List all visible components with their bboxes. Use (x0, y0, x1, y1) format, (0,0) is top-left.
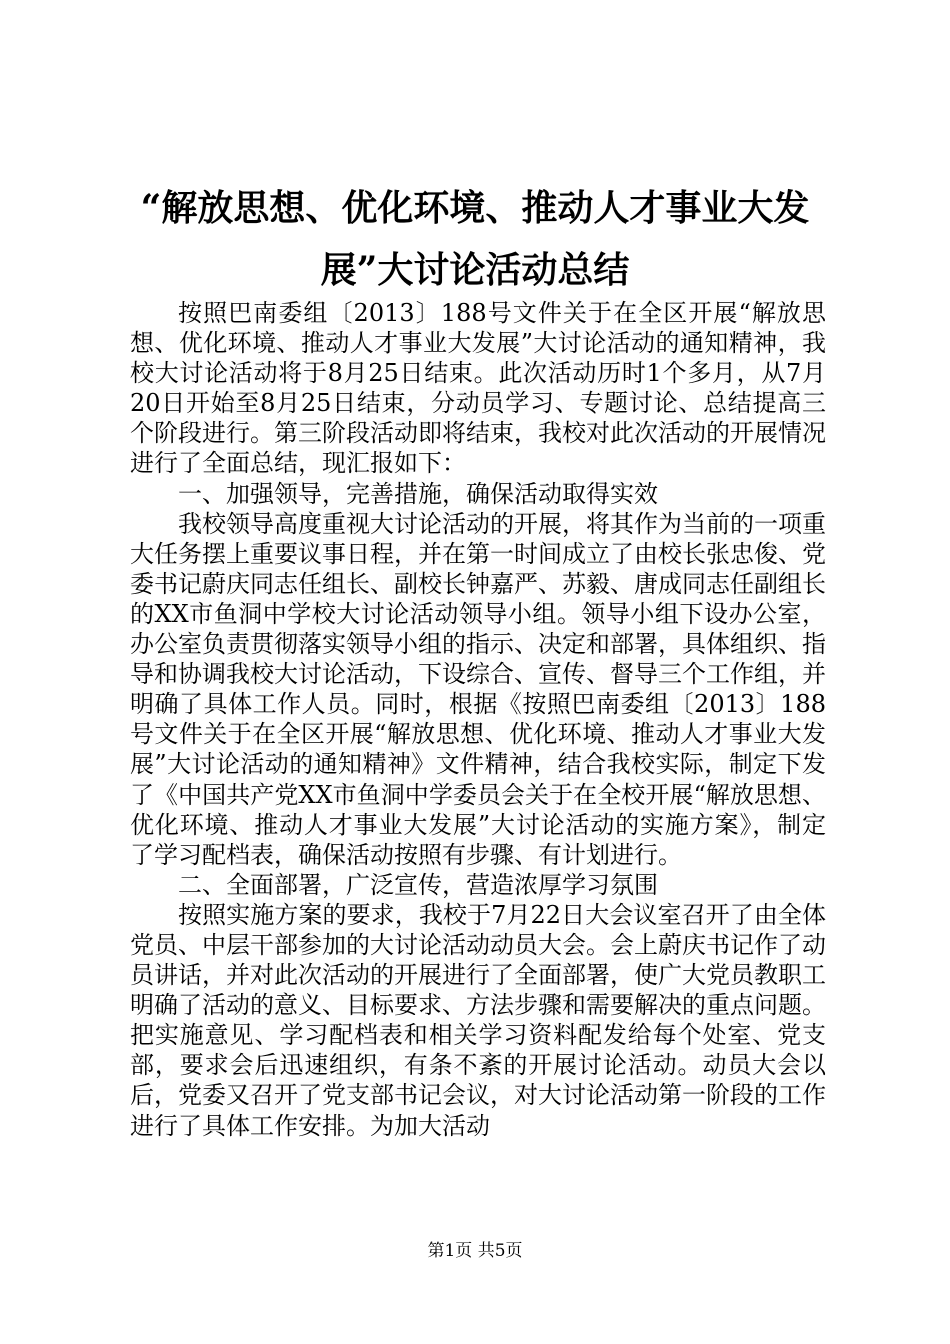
section-heading-1: 一、加强领导，完善措施，确保活动取得实效 (178, 479, 658, 508)
section-2-paragraph: 按照实施方案的要求，我校于7月22日大会议室召开了由全体党员、中层干部参加的大讨论活动动员大会。会上蔚庆书记作了动员讲话，并对此次活动的开展进行了全面部署，使广大党员教职工明确了活动的意义、目标要求、方法步骤和需要解决的重点问题。把实施意见、学习配档表和相关学习资料配发给每个处室、党支部，要求会后迅速组织，有条不紊的开展讨论活动。动员大会以后，党委又召开了党支部书记会议，对大讨论活动第一阶段的工作进行了具体工作安排。为加大活动 (130, 900, 826, 1140)
document-title-line-1: “解放思想、优化环境、推动人才事业大发 (140, 187, 810, 229)
section-heading-2: 二、全面部署，广泛宣传，营造浓厚学习氛围 (178, 870, 658, 899)
section-1-paragraph: 我校领导高度重视大讨论活动的开展，将其作为当前的一项重大任务摆上重要议事日程，并在第一时间成立了由校长张忠俊、党委书记蔚庆同志任组长、副校长钟嘉严、苏毅、唐成同志任副组长的XX市鱼洞中学校大讨论活动领导小组。领导小组下设办公室，办公室负责贯彻落实领导小组的指示、决定和部署，具体组织、指导和协调我校大讨论活动，下设综合、宣传、督导三个工作组，并明确了具体工作人员。同时，根据《按照巴南委组〔2013〕188号文件关于在全区开展“解放思想、优化环境、推动人才事业大发展”大讨论活动的通知精神》文件精神，结合我校实际，制定下发了《中国共产党XX市鱼洞中学委员会关于在全校开展“解放思想、优化环境、推动人才事业大发展”大讨论活动的实施方案》，制定了学习配档表，确保活动按照有步骤、有计划进行。 (130, 509, 826, 869)
intro-paragraph: 按照巴南委组〔2013〕188号文件关于在全区开展“解放思想、优化环境、推动人才事业大发展”大讨论活动的通知精神，我校大讨论活动将于8月25日结束。此次活动历时1个多月，从7月20日开始至8月25日结束，分动员学习、专题讨论、总结提高三个阶段进行。第三阶段活动即将结束，我校对此次活动的开展情况进行了全面总结，现汇报如下： (130, 299, 826, 478)
page-footer: 第1页 共5页 (427, 1241, 523, 1261)
document-title-line-2: 展”大讨论活动总结 (320, 249, 630, 291)
document-body (130, 298, 826, 1141)
